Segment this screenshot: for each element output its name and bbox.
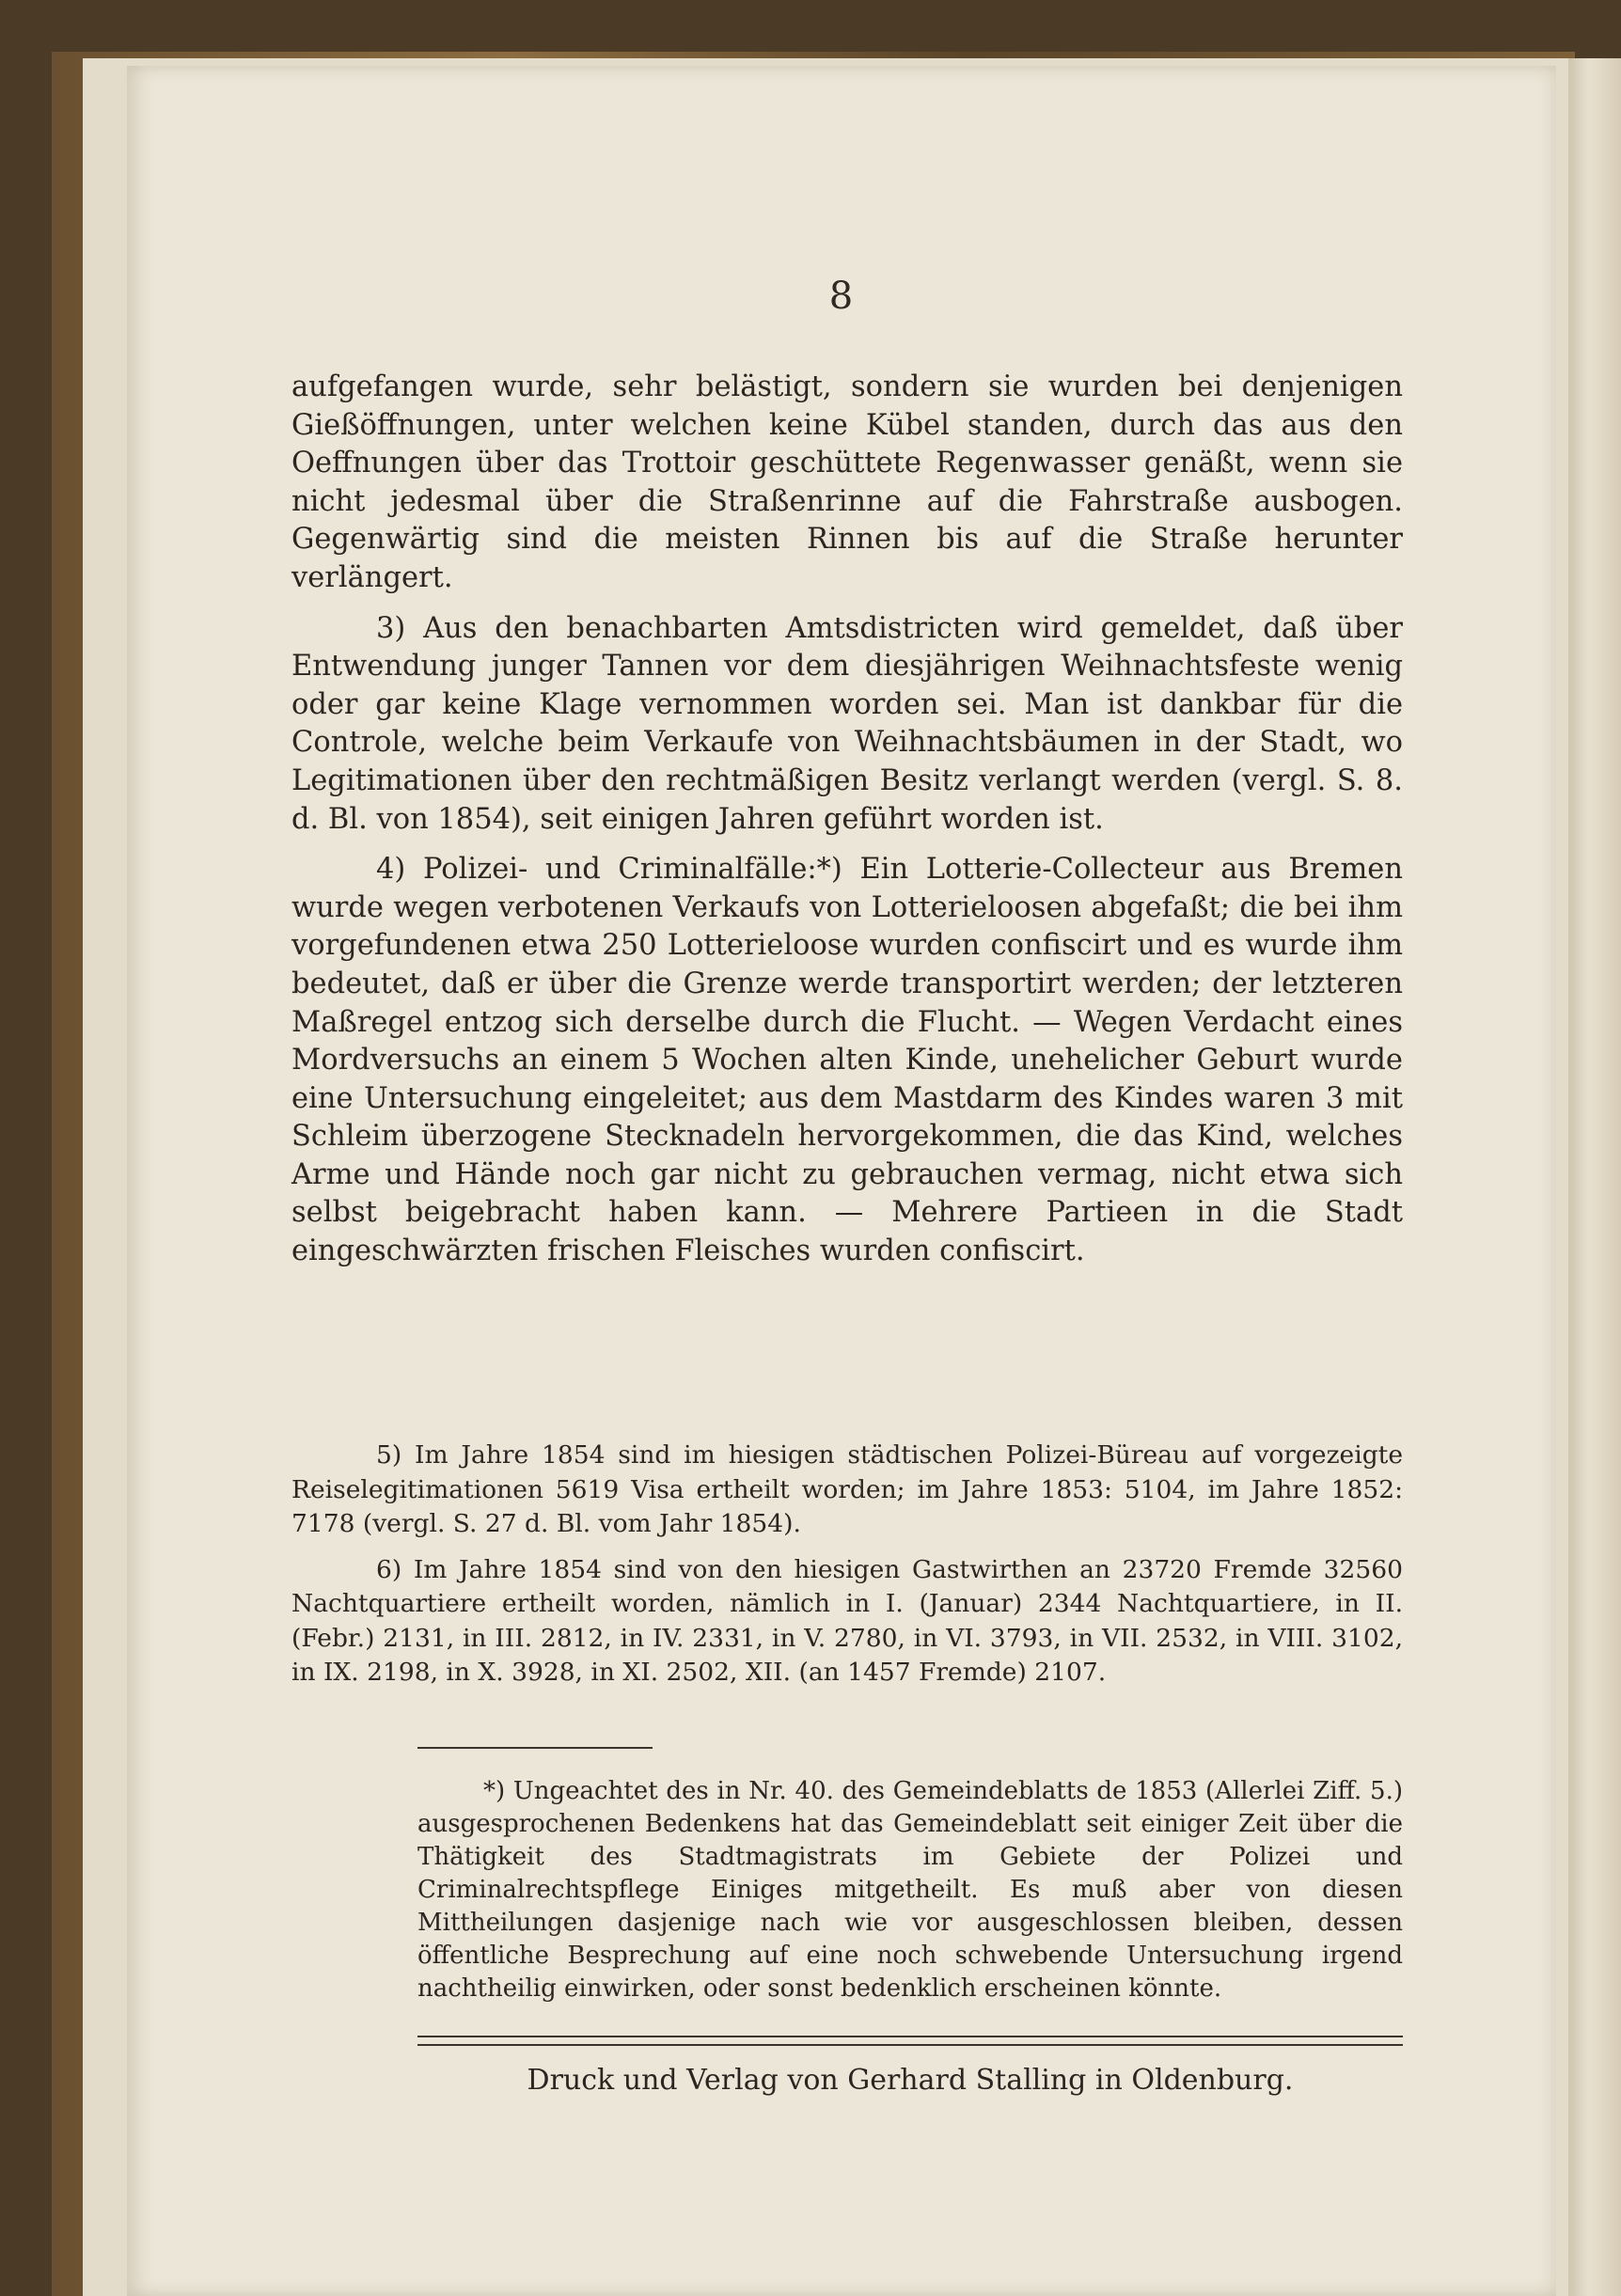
imprint-line: Druck und Verlag von Gerhard Stalling in Oldenburg.: [527, 2064, 1294, 2097]
paragraph-6: 6) Im Jahre 1854 sind von den hiesigen Gastwirthen an 23720 Fremde 32560 Nachtquartiere ertheilt worden, nämlich in I. (Januar) 2344 Nachtquartiere, in II. (Febr.) 2131, in III. 2812, in IV. 2331, in V. 2780, in VI. 3793, in VII. 2532, in VIII. 3102, in IX. 2198, in X. 3928, in XI. 2502, XII. (an 1457 Fremde) 2107.: [291, 1554, 1403, 1687]
paragraph-5: 5) Im Jahre 1854 sind im hiesigen städtischen Polizei-Büreau auf vorgezeigte Reiselegitimationen 5619 Visa ertheilt worden; im Jahre 1853: 5104, im Jahre 1852: 7178 (vergl. S. 27 d. Bl. vom Jahr 1854).: [291, 1440, 1403, 1538]
page-number: 8: [828, 275, 855, 318]
page-edges: [1568, 58, 1621, 2296]
footnote: *) Ungeachtet des in Nr. 40. des Gemeindeblatts de 1853 (Allerlei Ziff. 5.) ausgesprochenen Bedenkens hat das Gemeindeblatt seit einiger Zeit über die Thätigkeit des Stadtmagistrats im Gebiete der Polizei und Criminalrechtspflege Einiges mitgetheilt. Es muß aber von diesen Mittheilungen dasjenige nach wie vor ausgeschlossen bleiben, dessen öffentliche Besprechung auf eine noch schwebende Untersuchung irgend nachtheilig einwirken, oder sonst bedenklich erscheinen könnte.: [417, 1777, 1403, 2003]
imprint-rule: [417, 2036, 1403, 2046]
footnote-separator: [417, 1747, 653, 1749]
main-text: [291, 369, 1403, 1283]
paragraph-4: 4) Polizei- und Criminalfälle:*) Ein Lotterie-Collecteur aus Bremen wurde wegen verbotenen Verkaufs von Lotterieloosen abgefaßt; die bei ihm vorgefundenen etwa 250 Lotterieloose wurden confiscirt und es wurde ihm bedeutet, daß er über die Grenze werde transportirt werden; der letzteren Maßregel entzog sich derselbe durch die Flucht. — Wegen Verdacht eines Mordversuchs an einem 5 Wochen alten Kinde, unehelicher Geburt wurde eine Untersuchung eingeleitet; aus dem Mastdarm des Kindes waren 3 mit Schleim überzogene Stecknadeln hervorgekommen, die das Kind, welches Arme und Hände noch gar nicht zu gebrauchen vermag, nicht etwa sich selbst beigebracht haben kann. — Mehrere Partieen in die Stadt eingeschwärzten frischen Fleisches wurden confiscirt.: [291, 853, 1403, 1268]
paragraph-3: 3) Aus den benachbarten Amtsdistricten wird gemeldet, daß über Entwendung junger Tannen vor dem diesjährigen Weihnachtsfeste wenig oder gar keine Klage vernommen worden sei. Man ist dankbar für die Controle, welche beim Verkaufe von Weihnachtsbäumen in der Stadt, wo Legitimationen über den rechtmäßigen Besitz verlangt werden (vergl. S. 8. d. Bl. von 1854), seit einigen Jahren geführt worden ist.: [291, 611, 1403, 836]
paragraph-continuation: aufgefangen wurde, sehr belästigt, sondern sie wurden bei denjenigen Gießöffnungen, unter welchen keine Kübel standen, durch das aus den Oeffnungen über das Trottoir geschüttete Regenwasser genäßt, wenn sie nicht jedesmal über die Straßenrinne auf die Fahrstraße ausbogen. Gegenwärtig sind die meisten Rinnen bis auf die Straße herunter verlängert.: [291, 370, 1403, 594]
statistics-text: [291, 1439, 1403, 1702]
